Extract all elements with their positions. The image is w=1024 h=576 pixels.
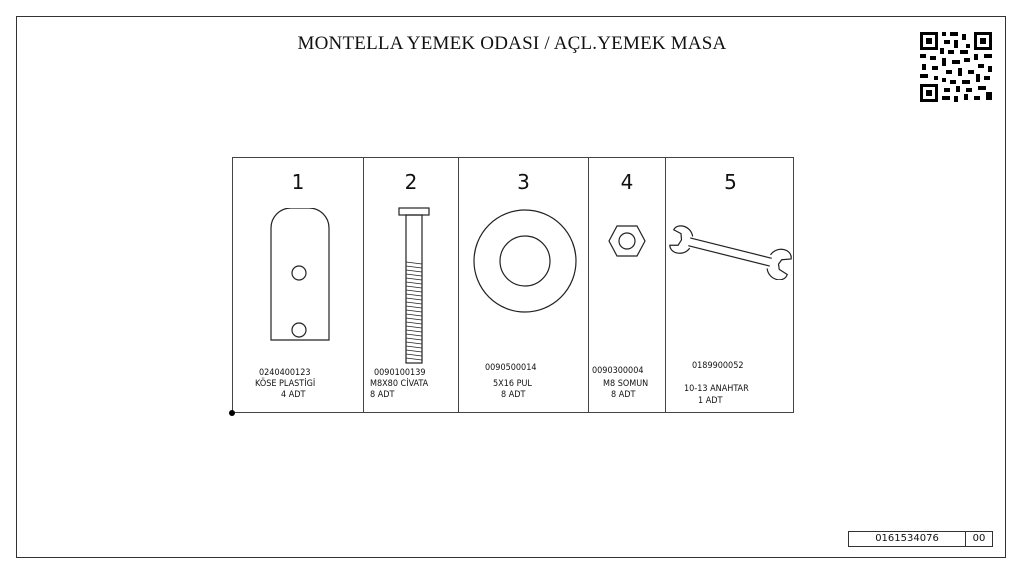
part-code: 0189900052 — [692, 361, 744, 371]
part-code: 0240400123 — [259, 368, 311, 378]
part-name: 10-13 ANAHTAR — [684, 384, 749, 394]
part-qty: 4 ADT — [281, 390, 306, 400]
part-qty: 8 ADT — [501, 390, 526, 400]
part-cell-4 — [589, 158, 666, 412]
part-qty: 8 ADT — [611, 390, 636, 400]
part-code: 0090300004 — [592, 366, 644, 376]
wrench-icon — [668, 224, 792, 280]
bolt-icon — [396, 206, 432, 366]
part-qty: 8 ADT — [370, 390, 395, 400]
part-cell-5 — [666, 158, 795, 412]
page-title: MONTELLA YEMEK ODASI / AÇL.YEMEK MASA — [297, 33, 727, 54]
washer-icon — [472, 208, 578, 314]
corner-plastic-icon — [269, 208, 333, 342]
part-number: 4 — [620, 170, 634, 194]
part-cell-1 — [233, 158, 364, 412]
nut-icon — [607, 224, 647, 258]
part-code: 0090500014 — [485, 363, 537, 373]
part-number: 5 — [724, 170, 737, 194]
document-revision: 00 — [972, 533, 986, 544]
part-cell-2 — [364, 158, 459, 412]
part-name: 5X16 PUL — [493, 379, 532, 389]
part-code: 0090100139 — [374, 368, 426, 378]
part-qty: 1 ADT — [698, 396, 723, 406]
part-name: M8 SOMUN — [603, 379, 649, 389]
parts-table — [232, 157, 794, 413]
corner-dot — [229, 410, 235, 416]
part-number: 2 — [404, 170, 418, 194]
part-number: 3 — [517, 170, 530, 194]
part-cell-3 — [459, 158, 589, 412]
part-number: 1 — [291, 170, 305, 194]
document-number-box — [848, 531, 993, 547]
part-name: KÖSE PLASTİGİ — [255, 379, 316, 389]
qr-code-icon — [918, 30, 994, 104]
part-name: M8X80 CİVATA — [370, 379, 429, 389]
document-code: 0161534076 — [849, 532, 966, 546]
